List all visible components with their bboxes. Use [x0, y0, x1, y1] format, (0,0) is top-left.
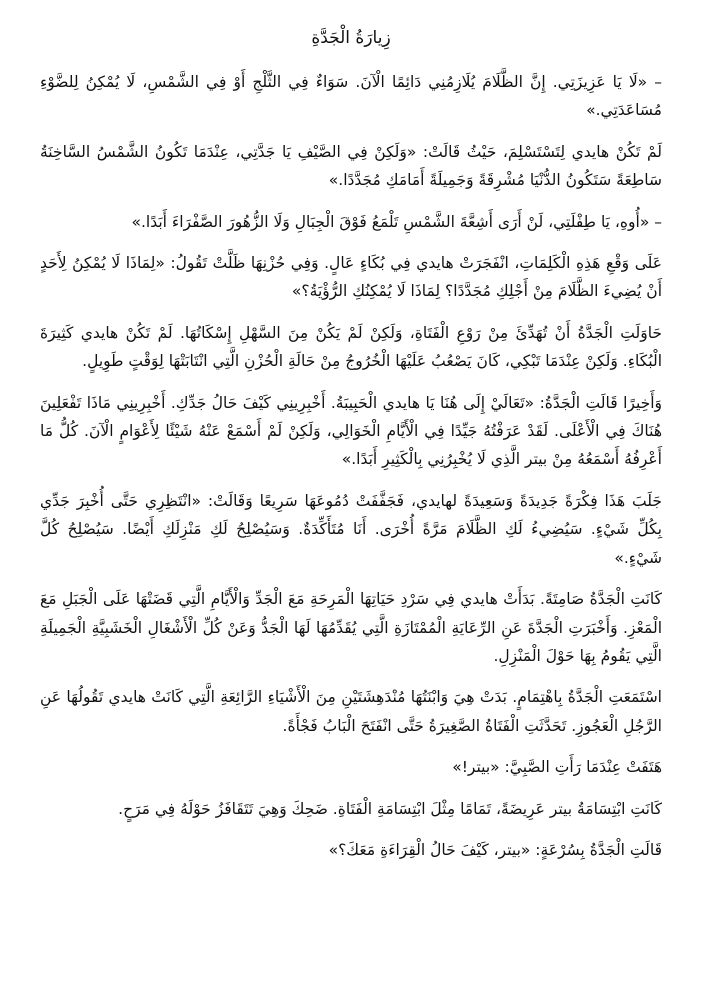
paragraph-7: جَلَبَ هَذَا فِكْرَةً جَدِيدَةً وَسَعِيدَةً لهايدي، فَجَفَّفَتْ دُمُوعَهَا سَرِيعًا وَقَالَتْ: «انْتَظِرِي حَتَّى أُخْبِرَ جَدِّي بِكُلِّ شَيْءٍ. سَيُضِيءُ لَكِ الظَّلَامَ مَرَّةً أُخْرَى. أَنَا مُتَأَكِّدَةٌ. وَسَيُصْلِحُ لَكِ مَنْزِلَكِ أَيْضًا. سَيُصْلِحُ كُلَّ شَيْءٍ.»	[40, 491, 662, 567]
paragraph-6: وَأَخِيرًا قَالَتِ الْجَدَّةُ: «تَعَالَيْ إِلَى هُنَا يَا هايدي الْحَبِيبَةُ. أَخْبِرِينِي كَيْفَ حَالُ جَدِّكِ. أَخْبِرِينِي مَاذَا تَفْعَلِينَ هُنَاكَ فِي الْأَعْلَى. لَقَدْ عَرَفْتُهُ جَيِّدًا فِي الْأَيَّامِ الْخَوَالِي، وَلَكِنْ لَمْ أَسْمَعْ عَنْهُ شَيْئًا لِأَعْوَامٍ الْآنَ. كُلُّ مَا أَعْرِفُهُ أَسْمَعُهُ مِنْ بيتر الَّذِي لَا يُخْبِرُنِي بِالْكَثِيرِ أَبَدًا.»	[40, 393, 662, 469]
paragraph-2: لَمْ تَكُنْ هايدي لِتَسْتَسْلِمَ، حَيْثُ قَالَتْ: «وَلَكِنْ فِي الصَّيْفِ يَا جَدَّتِي، عِنْدَمَا تَكُونُ الشَّمْسُ السَّاخِنَةُ سَاطِعَةً سَتَكُونُ الدُّنْيَا مُشْرِقَةً وَجَمِيلَةً أَمَامَكِ مُجَدَّدًا.»	[40, 142, 662, 190]
paragraph-10: هَتَفَتْ عِنْدَمَا رَأَتِ الصَّبِيَّ: «بيتر!»	[452, 758, 662, 777]
paragraph-1: – «لَا يَا عَزِيزَتِي. إِنَّ الظَّلَامَ يُلَازِمُنِي دَائِمًا الْآنَ. سَوَاءٌ فِي الثَّلْجِ أَوْ فِي الشَّمْسِ، لَا يُمْكِنُ لِلضَّوْءِ مُسَاعَدَتِي.»	[40, 73, 662, 120]
paragraph-9: اسْتَمَعَتِ الْجَدَّةُ بِاهْتِمَامٍ. بَدَتْ هِيَ وَابْنَتُهَا مُنْدَهِشَتَيْنِ مِنَ الْأَشْيَاءِ الرَّائِعَةِ الَّتِي كَانَتْ هايدي تَقُولُهَا عَنِ الرَّجُلِ الْعَجُوزِ. تَحَدَّثَتِ الْفَتَاةُ الصَّغِيرَةُ حَتَّى انْفَتَحَ الْبَابُ فَجْأَةً.	[40, 688, 662, 735]
page-title: زِيارَةُ الْجَدَّةِ	[311, 28, 391, 48]
paragraph-3: – «أُوهِ، يَا طِفْلَتِي، لَنْ أَرَى أَشِعَّةَ الشَّمْسِ تَلْمَعُ فَوْقَ الْجِبَالِ وَلَا الزُّهُورَ الصَّفْرَاءَ أَبَدًا.»	[131, 212, 662, 231]
paragraph-8: كَانَتِ الْجَدَّةُ صَامِتَةً. بَدَأَتْ هايدي فِي سَرْدِ حَيَاتِهَا الْمَرِحَةِ مَعَ الْجَدِّ وَالْأَيَّامِ الَّتِي قَضَتْهَا عَلَى الْجَبَلِ مَعَ الْمَعْزِ. وَأَخْبَرَتِ الْجَدَّةَ عَنِ الرِّعَايَةِ الْمُمْتَازَةِ الَّتِي يُقَدِّمُهَا لَهَا الْجَدُّ وَعَنْ كُلِّ الْأَشْغَالِ الْخَشَبِيَّةِ الْجَمِيلَةِ الَّتِي يَقُومُ بِهَا حَوْلَ الْمَنْزِلِ.	[40, 590, 662, 665]
paragraph-4: عَلَى وَقْعِ هَذِهِ الْكَلِمَاتِ، انْفَجَرَتْ هايدي فِي بُكَاءٍ عَالٍ. وَفِي حُزْنِهَا ظَلَّتْ تَقُولُ: «لِمَاذَا لَا يُمْكِنُ لِأَحَدٍ أَنْ يُضِيءَ الظَّلَامَ مِنْ أَجْلِكِ مُجَدَّدًا؟ لِمَاذَا لَا يُمْكِنُكِ الرُّؤْيَةُ؟»	[40, 254, 662, 301]
paragraph-12: قَالَتِ الْجَدَّةُ بِسُرْعَةٍ: «بيتر، كَيْفَ حَالُ الْقِرَاءَةِ مَعَكَ؟»	[328, 840, 662, 859]
story-text	[40, 68, 662, 864]
paragraph-5: حَاوَلَتِ الْجَدَّةُ أَنْ تُهَدِّئَ مِنْ رَوْعِ الْفَتَاةِ، وَلَكِنْ لَمْ يَكُنْ مِنَ السَّهْلِ إِسْكَاتُهَا. لَمْ تَكُنْ هايدي كَثِيرَةَ الْبُكَاءِ. وَلَكِنْ عِنْدَمَا تَبْكِي، كَانَ يَصْعُبُ عَلَيْهَا الْخُرُوجُ مِنْ حَالَةِ الْحُزْنِ الَّتِي انْتَابَتْهَا لِوَقْتٍ طَوِيلٍ.	[40, 323, 662, 371]
paragraph-11: كَانَتِ ابْتِسَامَةُ بيتر عَرِيضَةً، تَمَامًا مِثْلَ ابْتِسَامَةِ الْفَتَاةِ. ضَحِكَ وَهِيَ تَتَقَافَزُ حَوْلَهُ فِي مَرَحٍ.	[118, 799, 662, 818]
